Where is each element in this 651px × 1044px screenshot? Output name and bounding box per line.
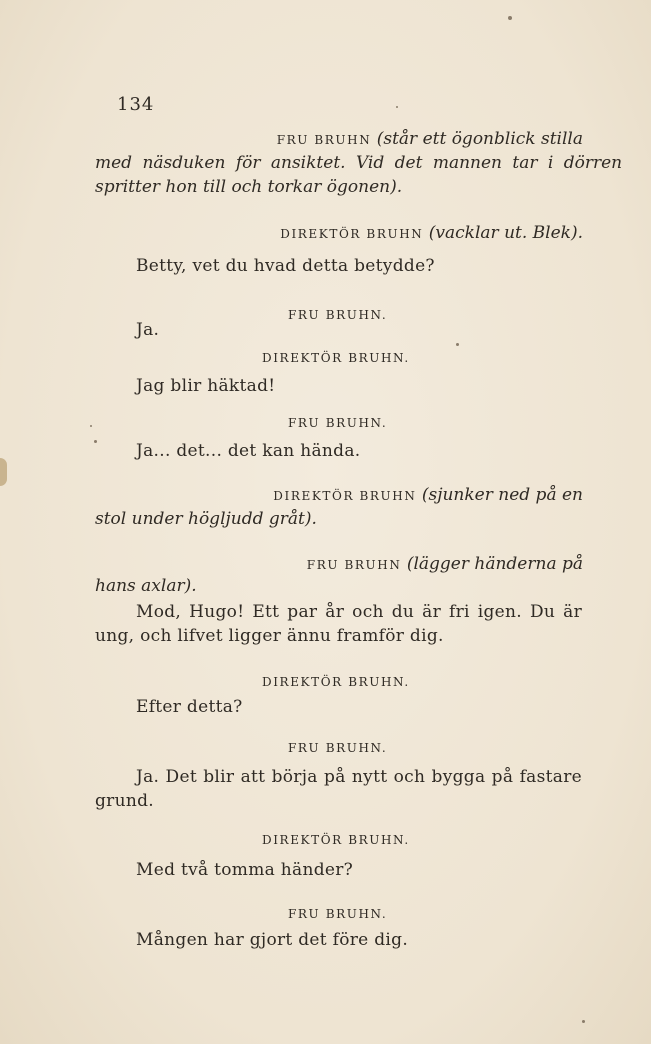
speaker-name: DIREKTÖR BRUHN. (262, 833, 410, 847)
stage-direction: (vacklar ut. Blek). (428, 223, 583, 243)
stage-direction-line (95, 484, 583, 507)
dialogue-line: ung, och lifvet ligger ännu framför dig. (95, 626, 444, 646)
dialogue-line: Ja. Det blir att börja på nytt och bygga på fastare (136, 767, 582, 787)
paper-speck (508, 16, 512, 20)
dialogue-line: Efter detta? (136, 697, 243, 717)
stage-direction-line: hans axlar). (95, 576, 197, 596)
speaker-name: FRU BRUHN. (288, 741, 388, 755)
page-number: 134 (117, 94, 155, 115)
stage-direction: (lägger händerna på (406, 554, 583, 574)
speaker-name: FRU BRUHN. (288, 308, 388, 322)
dialogue-line: Mod, Hugo! Ett par år och du är fri igen. Du är (136, 602, 582, 622)
speaker-name: DIREKTÖR BRUHN. (262, 351, 410, 365)
speaker-name: FRU BRUHN (306, 558, 402, 572)
stage-direction: (sjunker ned på en (421, 485, 583, 505)
dialogue-line: grund. (95, 791, 154, 811)
dialogue-line: Ja. (136, 320, 160, 340)
paper-speck (94, 440, 97, 443)
speaker-name: DIREKTÖR BRUHN (273, 489, 417, 503)
stage-direction-line: stol under högljudd gråt). (95, 509, 317, 529)
paper-speck (582, 1020, 585, 1023)
stage-direction: (står ett ögonblick stilla (376, 129, 583, 149)
stage-direction-line (95, 128, 583, 151)
paper-speck (90, 425, 92, 427)
dialogue-line: Betty, vet du hvad detta betydde? (136, 256, 435, 276)
dialogue-line: Ja... det... det kan hända. (136, 441, 361, 461)
dialogue-line: Mången har gjort det före dig. (136, 930, 409, 950)
speaker-name: FRU BRUHN (276, 133, 372, 147)
speaker-name: FRU BRUHN. (288, 416, 388, 430)
stage-direction-line: med näsduken för ansiktet. Vid det mannen tar i dörren (95, 153, 623, 173)
dialogue-line: Jag blir häktad! (136, 376, 276, 396)
speaker-name: FRU BRUHN. (288, 907, 388, 921)
stage-direction-line (95, 553, 583, 576)
stage-direction-line: spritter hon till och torkar ögonen). (95, 177, 403, 197)
paper-speck (396, 106, 398, 108)
stage-direction-line (95, 222, 583, 245)
paper-speck (456, 343, 459, 346)
speaker-name: DIREKTÖR BRUHN. (262, 675, 410, 689)
page-edge-mark (0, 458, 7, 486)
dialogue-line: Med två tomma händer? (136, 860, 354, 880)
speaker-name: DIREKTÖR BRUHN (280, 227, 424, 241)
